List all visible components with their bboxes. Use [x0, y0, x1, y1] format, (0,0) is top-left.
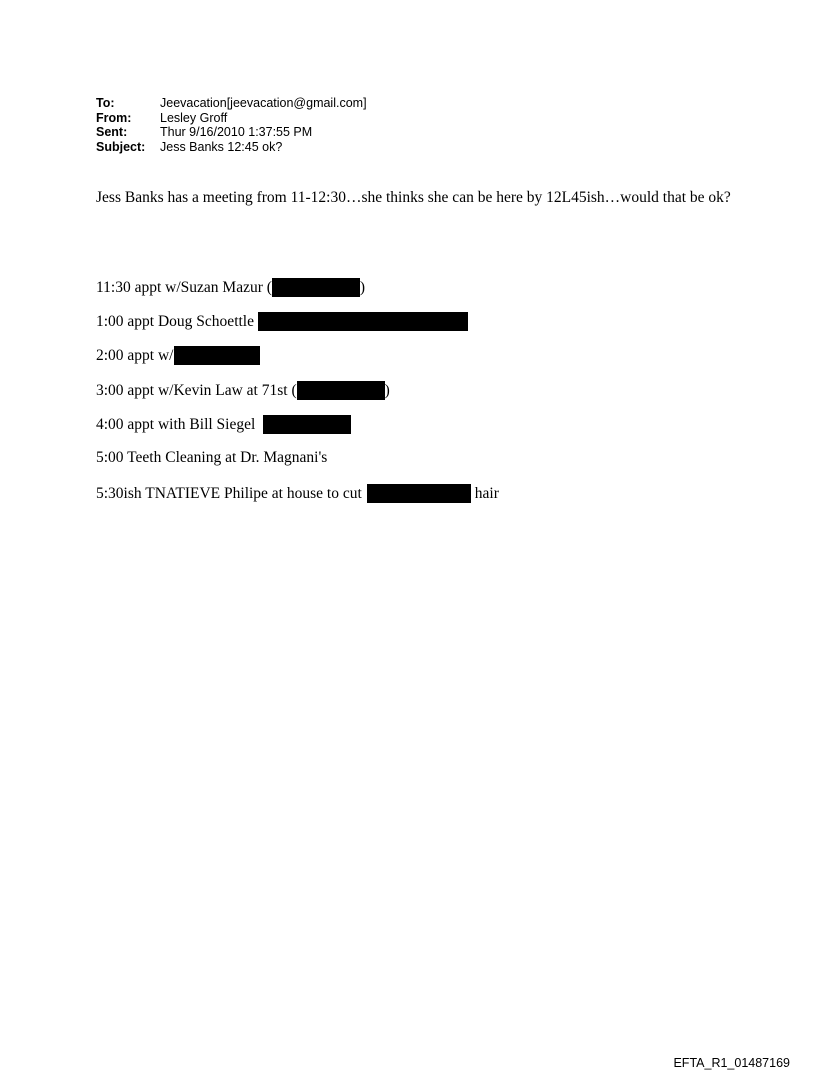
schedule-item-1-text: 11:30 appt w/Suzan Mazur (: [96, 278, 272, 296]
email-body-text: Jess Banks has a meeting from 11-12:30…she thinks she can be here by 12L45ish…would that be ok?: [96, 189, 731, 206]
redaction-box: [258, 312, 468, 331]
schedule-item-3: [96, 346, 260, 365]
document-id: EFTA_R1_01487169: [673, 1056, 790, 1070]
subject-row: [96, 140, 367, 155]
redaction-box: [367, 484, 471, 503]
from-label: From:: [96, 110, 132, 125]
schedule-item-5: [96, 415, 351, 434]
redaction-box: [272, 278, 360, 297]
schedule-item-5-text: 4:00 appt with Bill Siegel: [96, 415, 256, 433]
sent-row: [96, 125, 367, 140]
sent-label: Sent:: [96, 125, 128, 139]
subject-label: Subject:: [96, 139, 146, 154]
redaction-box: [263, 415, 351, 434]
schedule-item-7-text: 5:30ish TNATIEVE Philipe at house to cut: [96, 484, 362, 502]
to-row: [96, 96, 367, 111]
email-header: [96, 96, 367, 154]
schedule-item-1: [96, 278, 365, 297]
redaction-box: [174, 346, 260, 365]
schedule-item-1-close: ): [359, 278, 366, 296]
from-value: Lesley Groff: [160, 110, 228, 125]
schedule-item-4-text: 3:00 appt w/Kevin Law at 71st (: [96, 381, 297, 399]
to-value: Jeevacation[jeevacation@gmail.com]: [160, 96, 367, 110]
schedule-item-4-close: ): [384, 381, 390, 399]
to-label: To:: [96, 96, 115, 110]
redaction-box: [297, 381, 385, 400]
schedule-item-2-text: 1:00 appt Doug Schoettle: [96, 312, 254, 330]
schedule-item-3-text: 2:00 appt w/: [96, 346, 174, 364]
schedule-item-7: [96, 484, 499, 503]
schedule-item-6-text: 5:00 Teeth Cleaning at Dr. Magnani's: [96, 449, 328, 466]
schedule-item-7-tail: hair: [474, 484, 499, 502]
sent-value: Thur 9/16/2010 1:37:55 PM: [160, 125, 313, 139]
subject-value: Jess Banks 12:45 ok?: [160, 139, 283, 154]
schedule-item-2: [96, 312, 468, 331]
from-row: [96, 111, 367, 126]
schedule-item-6: [96, 449, 327, 467]
schedule-item-4: [96, 381, 390, 400]
